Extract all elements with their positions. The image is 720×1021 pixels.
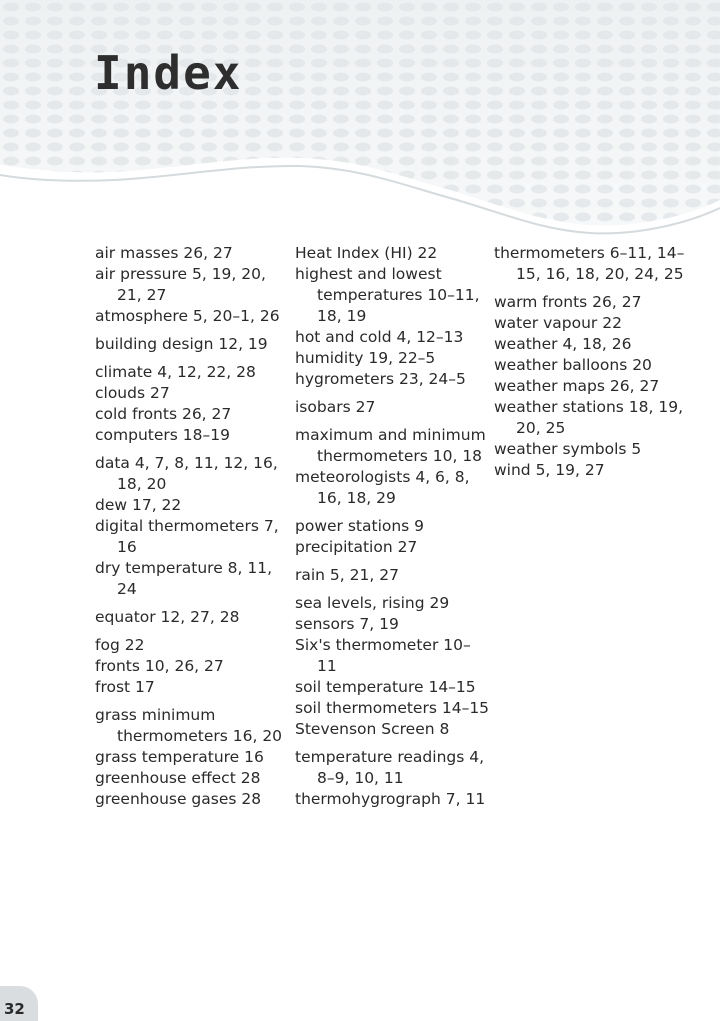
wave-decoration <box>0 0 720 260</box>
index-entry: Stevenson Screen 8 <box>295 720 450 738</box>
index-entry: atmosphere 5, 20–1, 26 <box>95 307 280 325</box>
index-entry: sensors 7, 19 <box>295 615 399 633</box>
index-entry: weather symbols 5 <box>494 440 642 458</box>
page-number: 32 <box>4 1000 25 1018</box>
index-entry: climate 4, 12, 22, 28 <box>95 363 256 381</box>
index-entry: air pressure 5, 19, 20, 21, 27 <box>95 265 266 304</box>
index-entry: maximum and minimum thermometers 10, 18 <box>295 426 486 465</box>
index-entry: temperature readings 4, 8–9, 10, 11 <box>295 748 485 787</box>
header-banner <box>0 0 720 260</box>
index-entry: hygrometers 23, 24–5 <box>295 370 466 388</box>
index-entry: Six's thermometer 10–11 <box>295 636 471 675</box>
index-entry: weather stations 18, 19, 20, 25 <box>494 398 684 437</box>
index-entry: cold fronts 26, 27 <box>95 405 232 423</box>
index-entry: hot and cold 4, 12–13 <box>295 328 464 346</box>
index-entry: isobars 27 <box>295 398 376 416</box>
index-entry: precipitation 27 <box>295 538 418 556</box>
index-entry: power stations 9 <box>295 517 425 535</box>
index-entry: Heat Index (HI) 22 <box>295 244 438 262</box>
index-entry: equator 12, 27, 28 <box>95 608 240 626</box>
index-entry: meteorologists 4, 6, 8, 16, 18, 29 <box>295 468 470 507</box>
index-entry: weather maps 26, 27 <box>494 377 660 395</box>
index-entry: sea levels, rising 29 <box>295 594 450 612</box>
index-entry: thermometers 6–11, 14–15, 16, 18, 20, 24, 25 <box>494 244 685 283</box>
index-entry: water vapour 22 <box>494 314 622 332</box>
index-column-3 <box>494 243 694 481</box>
index-entry: building design 12, 19 <box>95 335 268 353</box>
index-entry: dry temperature 8, 11, 24 <box>95 559 273 598</box>
index-entry: thermohygrograph 7, 11 <box>295 790 486 808</box>
index-entry: soil temperature 14–15 <box>295 678 476 696</box>
index-entry: grass temperature 16 <box>95 748 264 766</box>
index-entry: air masses 26, 27 <box>95 244 233 262</box>
index-entry: warm fronts 26, 27 <box>494 293 642 311</box>
index-entry: greenhouse gases 28 <box>95 790 262 808</box>
index-column-1 <box>95 243 285 810</box>
index-entry: dew 17, 22 <box>95 496 182 514</box>
index-entry: fronts 10, 26, 27 <box>95 657 224 675</box>
index-entry: greenhouse effect 28 <box>95 769 261 787</box>
index-entry: humidity 19, 22–5 <box>295 349 436 367</box>
index-entry: rain 5, 21, 27 <box>295 566 399 584</box>
index-entry: weather 4, 18, 26 <box>494 335 632 353</box>
index-entry: soil thermometers 14–15 <box>295 699 490 717</box>
index-entry: frost 17 <box>95 678 155 696</box>
index-entry: computers 18–19 <box>95 426 230 444</box>
index-column-2 <box>295 243 490 810</box>
index-entry: digital thermometers 7, 16 <box>95 517 279 556</box>
index-entry: fog 22 <box>95 636 145 654</box>
page-title: Index <box>94 46 243 100</box>
index-entry: wind 5, 19, 27 <box>494 461 605 479</box>
index-entry: clouds 27 <box>95 384 170 402</box>
index-entry: weather balloons 20 <box>494 356 652 374</box>
index-entry: grass minimum thermometers 16, 20 <box>95 706 283 745</box>
index-entry: data 4, 7, 8, 11, 12, 16, 18, 20 <box>95 454 278 493</box>
index-entry: highest and lowest temperatures 10–11, 18, 19 <box>295 265 480 325</box>
